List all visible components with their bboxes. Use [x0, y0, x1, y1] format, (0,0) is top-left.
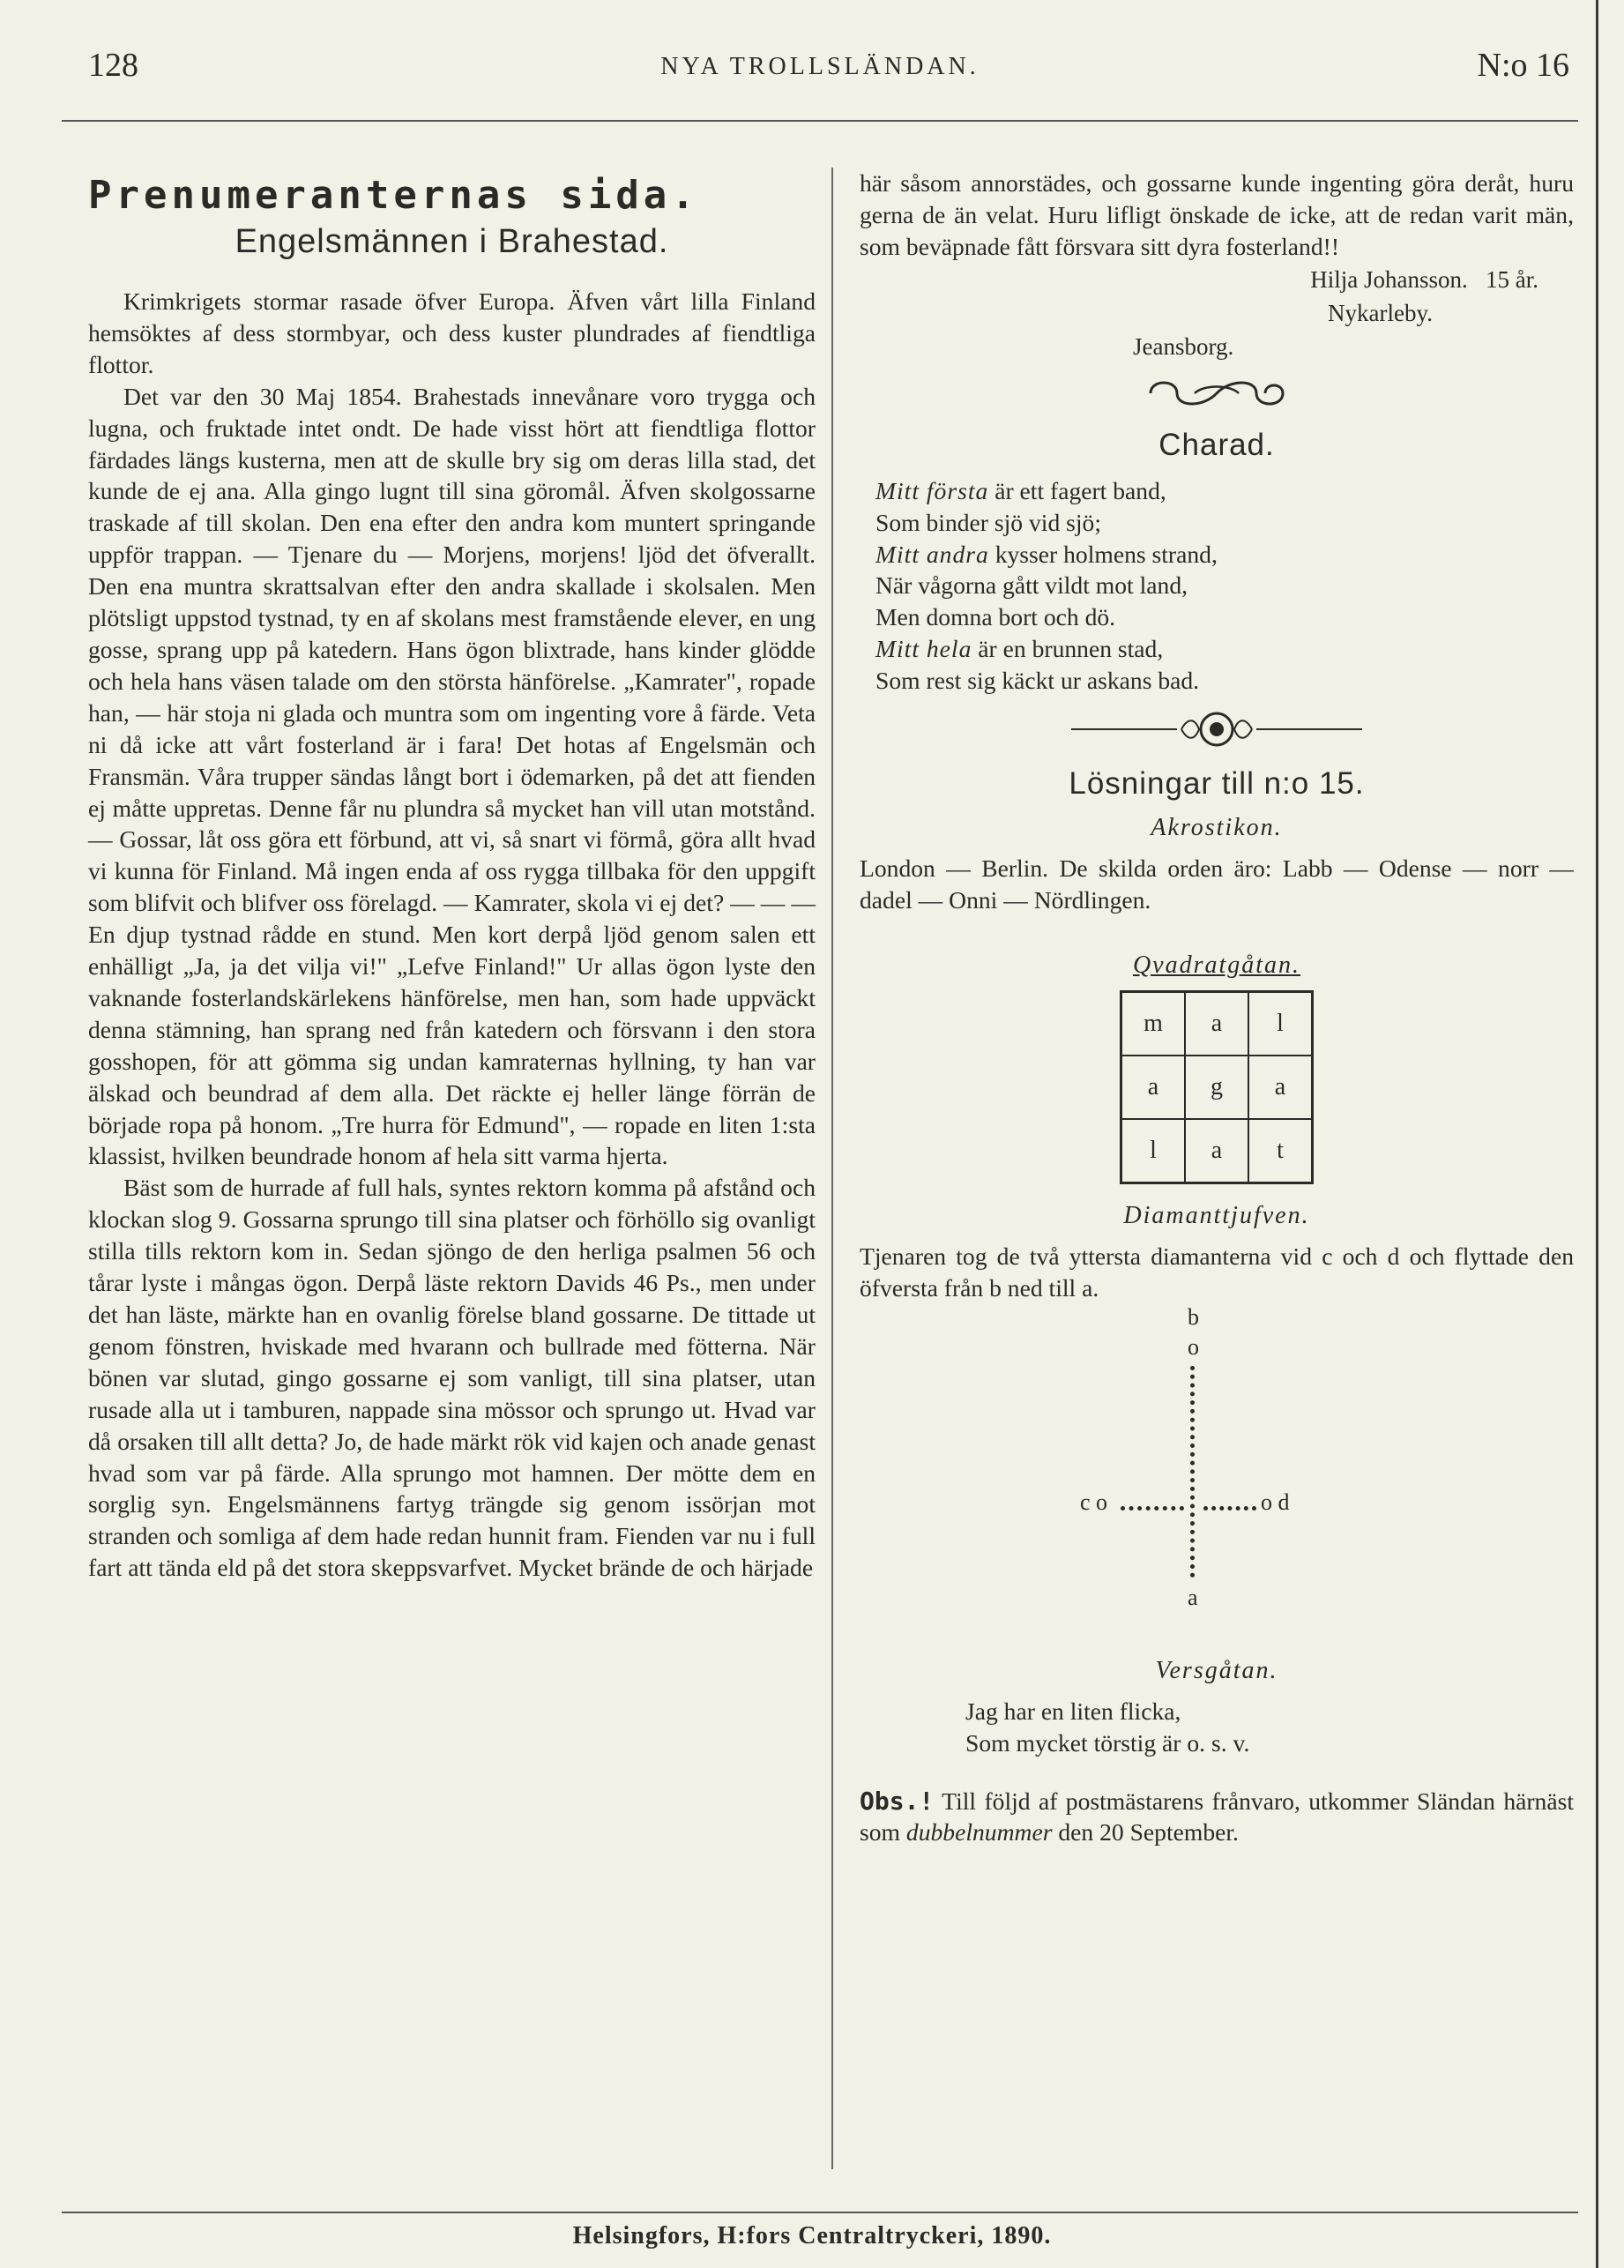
- obs-emphasis: dubbelnummer: [905, 1818, 1053, 1846]
- rosette-divider-icon: [860, 707, 1574, 756]
- diamond-cross-figure: [860, 1304, 1574, 1675]
- label-b: b: [1188, 1303, 1199, 1330]
- obs-text-end: den 20 September.: [1052, 1818, 1239, 1846]
- charad-poem: [860, 475, 1574, 697]
- label-top-o: o: [1188, 1333, 1199, 1360]
- label-c: c o: [1080, 1488, 1108, 1515]
- charad-line: Mitt första är ett fagert band,: [875, 476, 1166, 504]
- story-title: Engelsmännen i Brahestad.: [235, 223, 669, 260]
- grid-cell: a: [1185, 991, 1248, 1056]
- signature-line: [860, 263, 1574, 296]
- charad-line: Som rest sig käckt ur askans bad.: [875, 667, 1200, 695]
- charad-line: Som binder sjö vid sjö;: [875, 508, 1102, 536]
- charad-line: Mitt hela är en brunnen stad,: [875, 635, 1164, 663]
- page-number: 128: [88, 47, 138, 84]
- left-column: [88, 168, 816, 1584]
- author-name: Hilja Johansson.: [1310, 265, 1468, 293]
- story-paragraph-3: Bäst som de hurrade af full hals, syntes rektorn komma på afstånd och klockan slog 9. Gossarna sprungo till sina platser och förhöllo sig ovanligt stilla tills rektorn kom in. Sedan sjöngo de den herliga psalmen 56 och tårar lyste i mångas ögon. Derpå läste rektorn Davids 46 Ps., men under det han läste, märkte han en ovanlig förelse bland gossarne. De tittade ut genom fönstren, hviskade med hvarann och bullrade med fötterna. När bönen var slutad, gingo gossarne ej som vanligt, till sina platser, utan rusade alla ut i tamburen, nappade sina mössor och sprungo ut. Hvad var då orsaken till allt detta? Jo, de hade märkt rök vid kajen och anade genast hvad som var på färde. Alla sprungo mot hamnen. Der mötte dem en sorglig syn. Engelsmännens fartyg trängde sig genom issörjan mot stranden och somliga af dem hade redan hunnit fram. Fienden var nu i full fart att tända eld på det stora skeppsvarfvet. Mycket brände de och härjade: [88, 1174, 816, 1582]
- horizontal-dots-left: [1121, 1506, 1184, 1511]
- akrostikon-title: Akrostikon.: [1151, 814, 1283, 842]
- scroll-ornament-icon: [860, 374, 1574, 417]
- obs-notice: [860, 1786, 1574, 1849]
- vers-line: Som mycket törstig är o. s. v.: [965, 1728, 1250, 1757]
- grid-cell: a: [1121, 1056, 1186, 1119]
- story-continuation: här såsom annorstädes, och gossarne kunde ingenting göra deråt, huru gerna de än velat. Huru lifligt önskade de icke, att de redan varit män, som beväpnade fått försvara sitt dyra fosterland!!: [860, 169, 1574, 260]
- publication-title: NYA TROLLSLÄNDAN.: [660, 53, 980, 80]
- vers-title: Versgåtan.: [1155, 1656, 1278, 1684]
- right-column: [860, 168, 1574, 1848]
- label-d: o d: [1261, 1488, 1290, 1515]
- akrostikon-answer: London — Berlin. De skilda orden äro: Labb — Odense — norr — dadel — Onni — Nördlingen.: [860, 854, 1574, 914]
- solutions-title: Lösningar till n:o 15.: [1069, 766, 1365, 802]
- header-rule: [62, 120, 1578, 122]
- grid-cell: a: [1248, 1056, 1313, 1119]
- story-paragraph-2: Det var den 30 Maj 1854. Brahestads innevånare voro trygga och lugna, och fruktade intet ondt. De hade visst hört att fiendtliga flottor färdades längs kusterna, men att de skulle bry sig om deras lilla stad, det kunde de ej ana. Alla gingo lugnt till sina göromål. Äfven skolgossarne traskade af till skolan. Den ena efter den andra kom muntert springande uppför trappan. — Tjenare du — Morjens, morjens! ljöd det öfverallt. Den ena muntra skrattsalvan efter den andra skallade i skolsalen. Men plötsligt uppstod tystnad, ty en af skolans mest framstående elever, en ung gosse, sprang upp på katedern. Hans ögon blixtrade, hans kinder glödde och hela hans väsen talade om den största hänförelse. „Kamrater", ropade han, — här stoja ni glada och muntra som om ingenting vore å färde. Veta ni då icke att vårt fosterland är i fara! Det hotas af Engelsmän och Fransmän. Våra trupper sändas långt bort i ödemarken, på det att fienden ej måtte uppretas. Denne får nu plundra så mycket han vill utan motstånd. — Gossar, låt oss göra ett förbund, att vi, så snart vi förmå, göra allt hvad vi kunna för Finland. Må ingen enda af oss rygga tillbaka för den uppgift som blifvit och blifver oss förelagd. — Kamrater, skola vi ej det? — — — En djup tystnad rådde en stund. Men kort derpå ljöd genom salen ett enhälligt „Ja, ja det vilja vi!" „Lefve Finland!" Ur allas ögon lyste den vaknande fosterlandskärlekens hänförelse, men han, som hade uppväckt denna stämning, han sprang ned från katedern och försvann i den stora gosshopen, för att gömma sig undan kamraternas hyllning, ty han var älskad och beundrad af dem alla. Det räckte ej heller länge förrän de började ropa på honom. „Tre hurra för Edmund", — ropade en liten 1:sta klassist, hvilken beundrade honom af hela sitt varma hjerta.: [88, 382, 816, 1170]
- diamant-answer: Tjenaren tog de två yttersta diamanterna vid c och d och flyttade den öfversta från b ned till a.: [860, 1242, 1574, 1302]
- author-home: Jeansborg.: [1133, 332, 1234, 360]
- quadrat-title: Qvadratgåtan.: [1132, 951, 1301, 979]
- issue-number: N:o 16: [1477, 47, 1569, 84]
- grid-cell: l: [1121, 1119, 1186, 1183]
- charad-line: När vågorna gått vildt mot land,: [875, 571, 1188, 600]
- grid-cell: m: [1121, 991, 1186, 1056]
- word-square-grid: [1120, 990, 1314, 1184]
- story-paragraph-1: Krimkrigets stormar rasade öfver Europa. Äfven vårt lilla Finland hemsöktes af dess stormbyar, och dess kuster plundrades af fiendtliga flottor.: [88, 287, 816, 378]
- vertical-dots: [1190, 1366, 1203, 1578]
- label-a: a: [1188, 1584, 1198, 1610]
- page-edge-line: [1596, 0, 1598, 2268]
- grid-cell: g: [1185, 1056, 1248, 1119]
- obs-text: Till följd af postmästarens frånvaro, utkommer Sländan härnäst som: [860, 1787, 1574, 1846]
- vers-line: Jag har en liten flicka,: [965, 1697, 1181, 1725]
- obs-label: Obs.!: [860, 1786, 935, 1816]
- printer-imprint: Helsingfors, H:fors Centraltryckeri, 1890.: [572, 2222, 1052, 2249]
- horizontal-dots-right: [1203, 1506, 1256, 1511]
- author-age: 15 år.: [1486, 265, 1538, 293]
- footer-rule: [62, 2212, 1578, 2213]
- charad-line: Mitt andra kysser holmens strand,: [875, 540, 1218, 568]
- column-divider: [831, 168, 833, 2169]
- grid-cell: a: [1185, 1119, 1248, 1183]
- grid-cell: t: [1248, 1119, 1313, 1183]
- charad-title: Charad.: [1158, 427, 1275, 462]
- author-place: Nykarleby.: [1328, 299, 1433, 326]
- vers-answer: [860, 1696, 1574, 1759]
- charad-line: Men domna bort och dö.: [875, 603, 1116, 631]
- page-header: [62, 46, 1578, 99]
- section-title: Prenumeranternas sida.: [88, 173, 699, 218]
- diamant-title: Diamanttjufven.: [1123, 1201, 1310, 1229]
- grid-cell: l: [1248, 991, 1313, 1056]
